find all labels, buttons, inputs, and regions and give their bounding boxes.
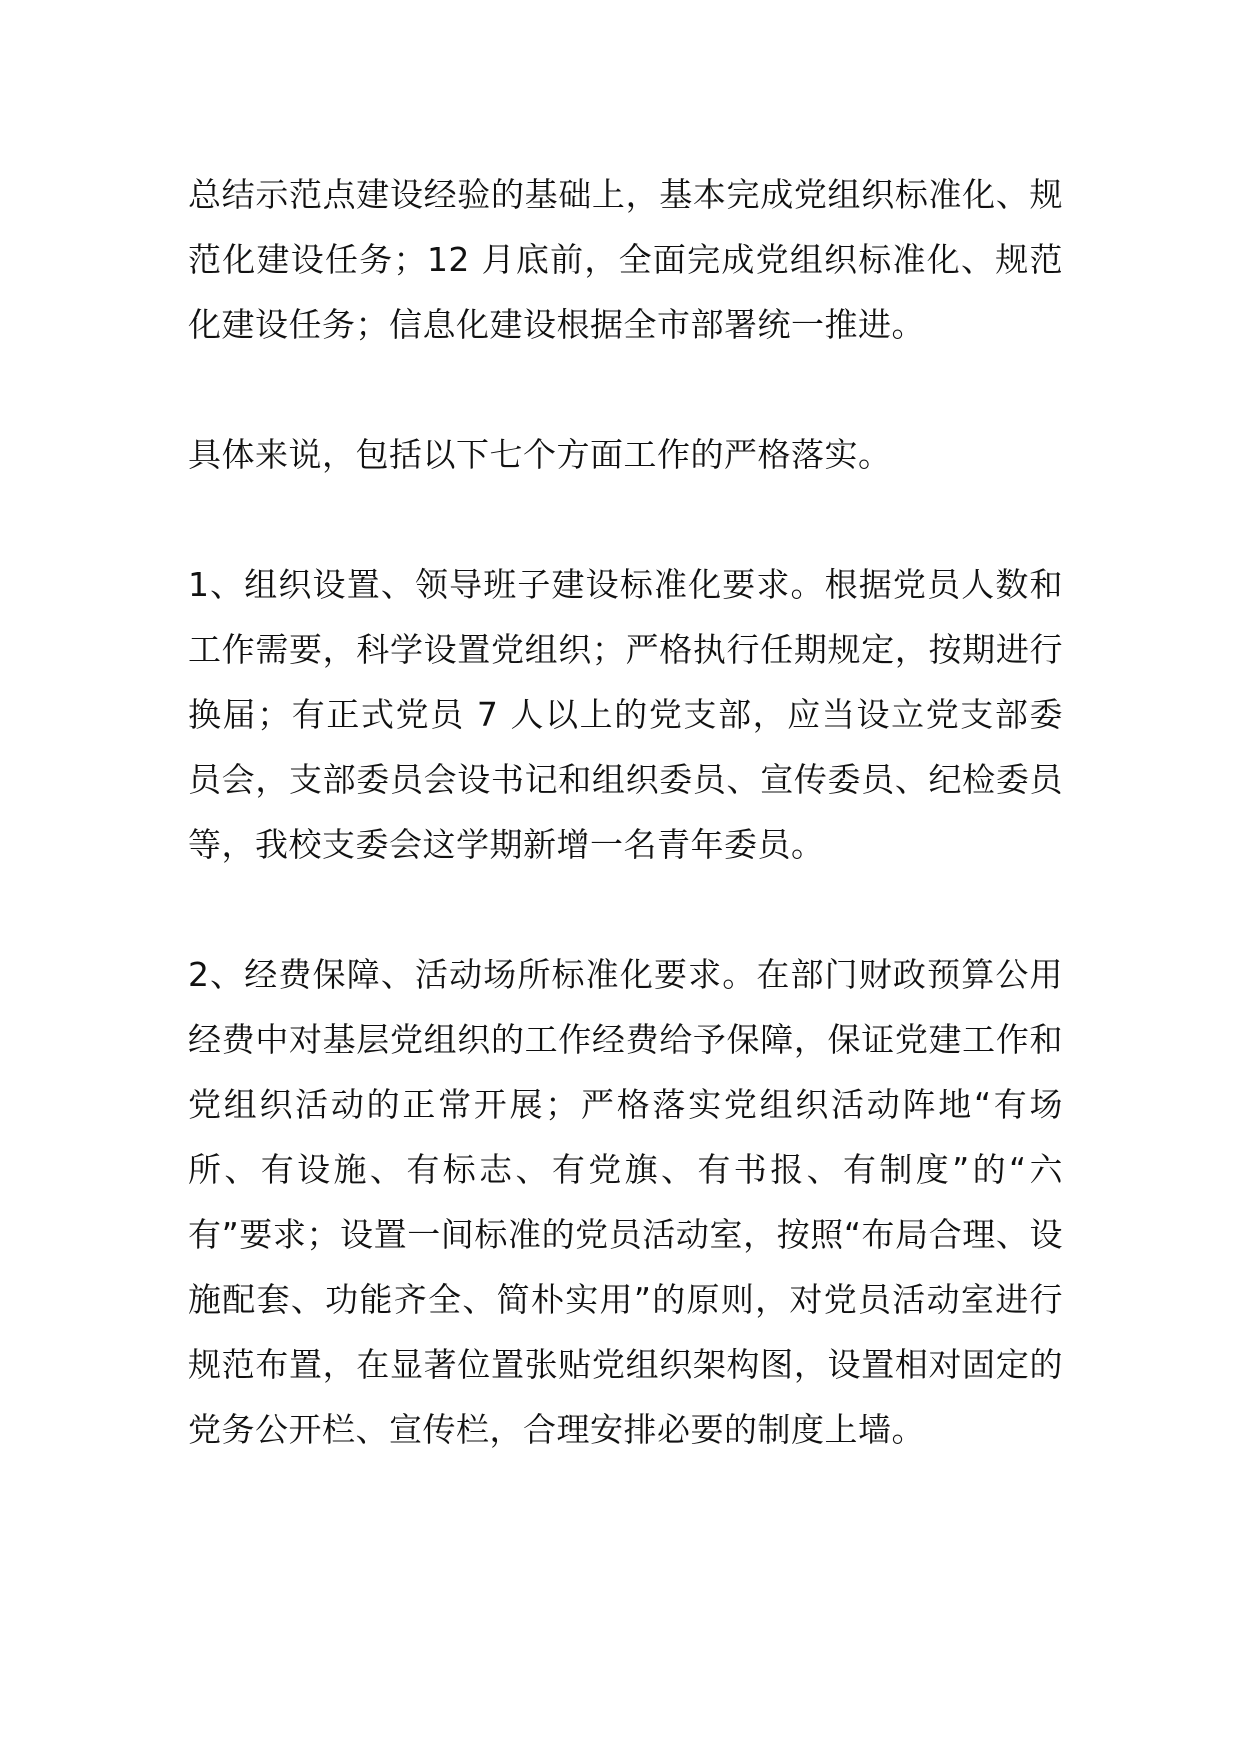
document-body xyxy=(188,162,1063,1527)
paragraph-4: 2、经费保障、活动场所标准化要求。在部门财政预算公用经费中对基层党组织的工作经费给予保障，保证党建工作和党组织活动的正常开展；严格落实党组织活动阵地“有场所、有设施、有标志、有党旗、有书报、有制度”的“六有”要求；设置一间标准的党员活动室，按照“布局合理、设施配套、功能齐全、简朴实用”的原则，对党员活动室进行规范布置，在显著位置张贴党组织架构图，设置相对固定的党务公开栏、宣传栏，合理安排必要的制度上墙。 xyxy=(188,955,1063,1449)
paragraph-3: 1、组织设置、领导班子建设标准化要求。根据党员人数和工作需要，科学设置党组织；严格执行任期规定，按期进行换届；有正式党员 7 人以上的党支部，应当设立党支部委员会，支部委员会设书记和组织委员、宣传委员、纪检委员等，我校支委会这学期新增一名青年委员。 xyxy=(188,565,1063,864)
paragraph-1: 总结示范点建设经验的基础上，基本完成党组织标准化、规范化建设任务；12 月底前，全面完成党组织标准化、规范化建设任务；信息化建设根据全市部署统一推进。 xyxy=(188,175,1063,344)
paragraph-2: 具体来说，包括以下七个方面工作的严格落实。 xyxy=(188,435,892,474)
